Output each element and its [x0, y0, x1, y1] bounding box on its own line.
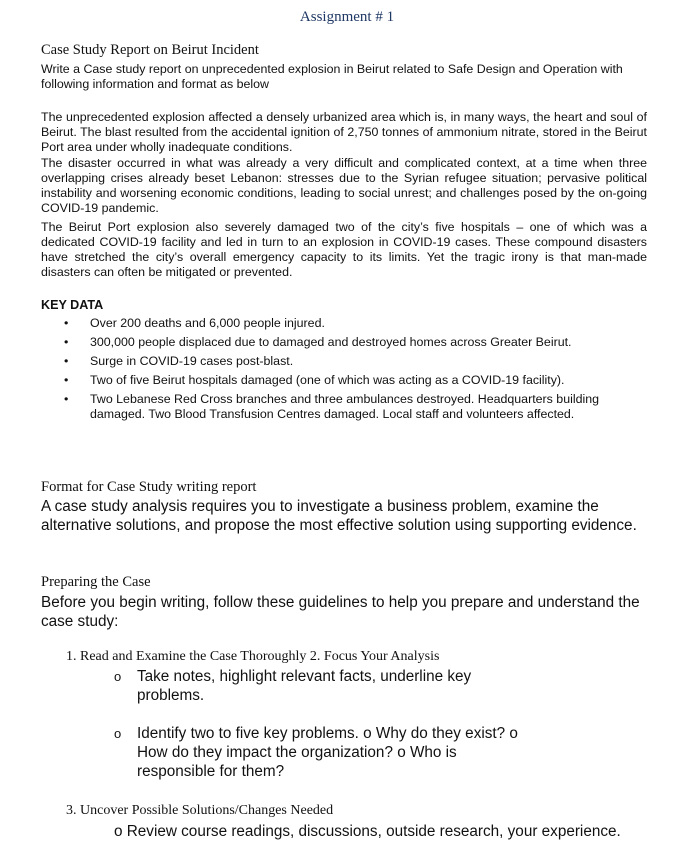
- assignment-title: Assignment # 1: [299, 9, 395, 25]
- intro-text: Write a Case study report on unprecedented explosion in Beirut related to Safe Design and Operation with following information and format as below: [41, 62, 623, 91]
- sub-item-label: Identify two to five key problems. ο Why do they exist? ο How do they impact the organization? ο Who is responsible for them?: [137, 725, 518, 780]
- paragraph-hospitals: The Beirut Port explosion also severely damaged two of the city’s five hospitals – one of which was a dedicated COVID-19 facility and led in turn to an explosion in COVID-19 cases. These compound disasters have stretched the city’s overall emergency capacity to its limits. Yet the tragic irony is that man-made disasters can often be mitigated or prevented.: [41, 220, 647, 279]
- sub-item-label: ο Review course readings, discussions, outside research, your experience.: [114, 823, 621, 840]
- key-data-heading: KEY DATA: [41, 298, 104, 312]
- preparing-text: Before you begin writing, follow these guidelines to help you prepare and understand the case study:: [41, 594, 640, 630]
- step-3-heading: 3. Uncover Possible Solutions/Changes Needed: [66, 803, 334, 818]
- paragraph-explosion: The unprecedented explosion affected a densely urbanized area which is, in many ways, the heart and soul of Beirut. The blast resulted from the accidental ignition of 2,750 tonnes of ammonium nitrate, stored in the Beirut Port area under wholly inadequate conditions.: [41, 110, 647, 154]
- step-1-2-heading: 1. Read and Examine the Case Thoroughly 2. Focus Your Analysis: [66, 649, 440, 664]
- preparing-heading: Preparing the Case: [41, 574, 151, 590]
- key-data-list: [64, 316, 644, 426]
- list-item: • Over 200 deaths and 6,000 people injured.: [64, 316, 644, 331]
- list-item: • 300,000 people displaced due to damaged and destroyed homes across Greater Beirut.: [64, 335, 644, 350]
- paragraph-context: The disaster occurred in what was already a very difficult and complicated context, at a time when three overlapping crises already beset Lebanon: stresses due to the Syrian refugee situation; pervasive political instability and worsening economic conditions, leading to social unrest; and challenges posed by the on-going COVID-19 pandemic.: [41, 156, 647, 215]
- sub-item-review: [114, 822, 674, 841]
- format-text: A case study analysis requires you to investigate a business problem, examine the alternative solutions, and propose the most effective solution using supporting evidence.: [41, 498, 637, 534]
- sub-item-identify-problems: [114, 724, 524, 781]
- sub-item-label: Take notes, highlight relevant facts, underline key problems.: [137, 668, 472, 704]
- case-heading: Case Study Report on Beirut Incident: [41, 42, 259, 58]
- list-item: • Two of five Beirut hospitals damaged (one of which was acting as a COVID-19 facility).: [64, 373, 644, 388]
- list-item: • Surge in COVID-19 cases post-blast.: [64, 354, 644, 369]
- circle-bullet-icon: ο: [114, 726, 122, 741]
- sub-item-take-notes: [114, 667, 514, 705]
- list-item: • Two Lebanese Red Cross branches and three ambulances destroyed. Headquarters building damaged. Two Blood Transfusion Centres damaged. Local staff and volunteers affected.: [64, 392, 644, 422]
- format-heading: Format for Case Study writing report: [41, 479, 257, 495]
- circle-bullet-icon: ο: [114, 669, 122, 684]
